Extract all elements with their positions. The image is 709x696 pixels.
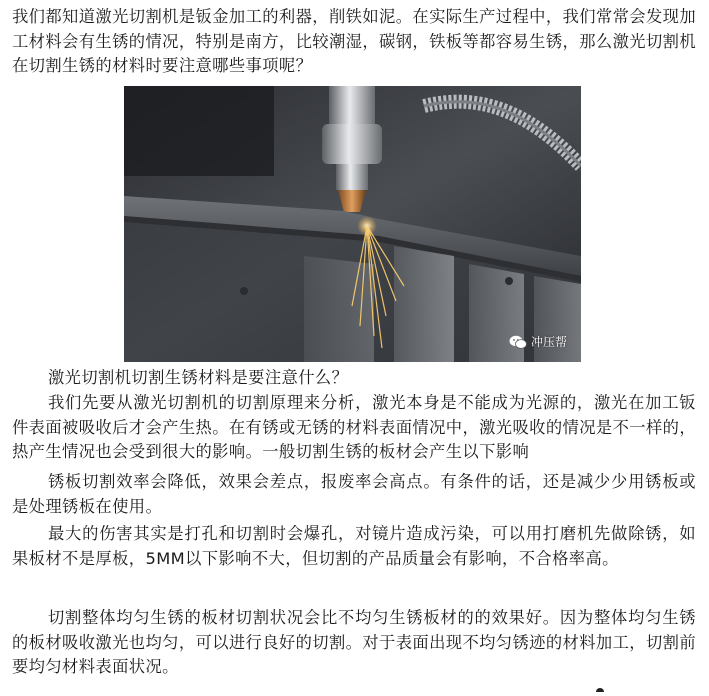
question-heading: 激光切割机切割生锈材料是要注意什么？ [48, 368, 349, 387]
body-paragraph: 最大的伤害其实是打孔和切割时会爆孔，对镜片造成污染，可以用打磨机先做除锈，如果板材不是厚板，5MM以下影响不大，但切割的产品质量会有影响，不合格率高。 [12, 524, 696, 568]
wechat-icon [509, 335, 527, 349]
laser-cutting-illustration [124, 86, 581, 362]
text-fragment-mark [596, 688, 604, 692]
laser-cutting-photo [124, 86, 581, 362]
body-paragraph: 切割整体均匀生锈的板材切割状况会比不均匀生锈板材的的效果好。因为整体均匀生锈的板材吸收激光也均匀，可以进行良好的切割。对于表面出现不均匀锈迹的材料加工，切割前要均匀材料表面状况。 [12, 608, 696, 676]
watermark-text: 冲压帮 [530, 335, 567, 349]
body-paragraph: 锈板切割效率会降低，效果会差点，报废率会高点。有条件的话，还是减少少用锈板或是处理锈板在使用。 [12, 472, 696, 516]
intro-paragraph: 我们都知道激光切割机是钣金加工的利器，削铁如泥。在实际生产过程中，我们常常会发现加工材料会有生锈的情况，特别是南方，比较潮湿，碳钢，铁板等都容易生锈，那么激光切割机在切割生锈的材料时要注意哪些事项呢？ [12, 7, 696, 75]
body-paragraph: 我们先要从激光切割机的切割原理来分析，激光本身是不能成为光源的，激光在加工钣件表面被吸收后才会产生热。在有锈或无锈的材料表面情况中，激光吸收的情况是不一样的，热产生情况也会受到很大的影响。一般切割生锈的板材会产生以下影响 [12, 393, 696, 461]
watermark [509, 333, 567, 350]
